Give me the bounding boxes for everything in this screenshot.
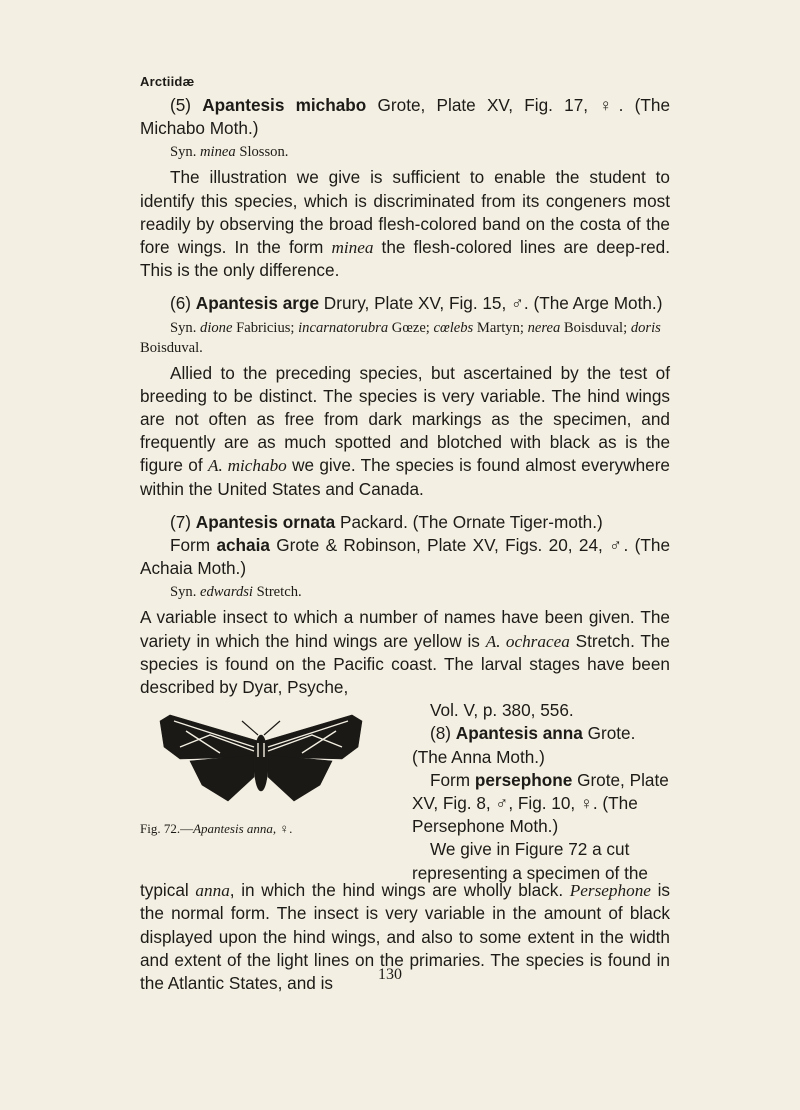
entry-6-synonym: Syn. dione Fabricius; incarnatorubra Gœze; cœlebs Martyn; nerea Boisduval; doris Boisduval. — [140, 319, 661, 356]
entry-7-synonym: Syn. edwardsi Stretch. — [170, 584, 302, 601]
species-name: Apantesis arge — [195, 293, 320, 314]
entry-8-paragraph: typical anna, in which the hind wings are wholly black. Persephone is the normal form. The insect is very variable in the amount of black displayed upon the hind wings, and also to some extent in the width and extent of the light lines on the primaries. The species is found in the Atlantic States, and is — [140, 880, 671, 994]
entry-5-synonym: Syn. minea Slosson. — [170, 144, 289, 161]
entry-6-paragraph: Allied to the preceding species, but ascertained by the test of breeding to be distinct. The species is very variable. The hind wings are not often as free from dark markings as the specimen, and frequently are as much spotted and blotched with black as is the figure of A. michabo we give. The species is found almost everywhere within the United States and Canada. — [140, 362, 670, 499]
running-header: Arctiidæ — [140, 74, 195, 89]
entry-5-heading: (5) Apantesis michabo Grote, Plate XV, Fig. 17, ♀. (The Michabo Moth.) — [140, 95, 670, 139]
entry-7-heading: (7) Apantesis ornata Packard. (The Ornate Tiger-moth.) — [170, 511, 603, 532]
entry-8-paragraph-start: We give in Figure 72 a cut representing a specimen of the — [412, 839, 648, 883]
entry-7-form: Form achaia Grote & Robinson, Plate XV, Figs. 20, 24, ♂. (The Achaia Moth.) — [140, 535, 671, 579]
moth-illustration-icon — [150, 707, 370, 807]
figure-caption: Fig. 72.—Apantesis anna, ♀. — [140, 821, 293, 837]
entry-7-paragraph: A variable insect to which a number of names have been given. The variety in which the hind wings are yellow is A. ochracea Stretch. The species is found on the Pacific coast. The larval stages have been described by Dyar, Psyche, — [140, 607, 670, 698]
species-name: Apantesis ornata — [195, 511, 336, 532]
entry-5-paragraph: The illustration we give is sufficient to enable the student to identify this species, which is discriminated from its congeners most readily by observing the broad flesh-colored band on the costa of the fore wings. In the form minea the flesh-colored lines are deep-red. This is the only difference. — [140, 167, 671, 281]
species-name: Apantesis michabo — [202, 95, 367, 115]
entry-8-heading: (8) Apantesis anna Grote. (The Anna Moth.) — [412, 723, 636, 767]
entry-6-heading: (6) Apantesis arge Drury, Plate XV, Fig. 15, ♂. (The Arge Moth.) — [170, 293, 663, 314]
species-name: Apantesis anna — [455, 723, 583, 744]
side-column — [412, 699, 670, 885]
page-number: 130 — [378, 966, 402, 983]
entry-8-form: Form persephone Grote, Plate XV, Fig. 8, ♂, Fig. 10, ♀. (The Persephone Moth.) — [412, 769, 669, 837]
vol-reference: Vol. V, p. 380, 556. — [430, 700, 574, 721]
figure-region — [140, 699, 670, 883]
body-text — [140, 90, 670, 995]
